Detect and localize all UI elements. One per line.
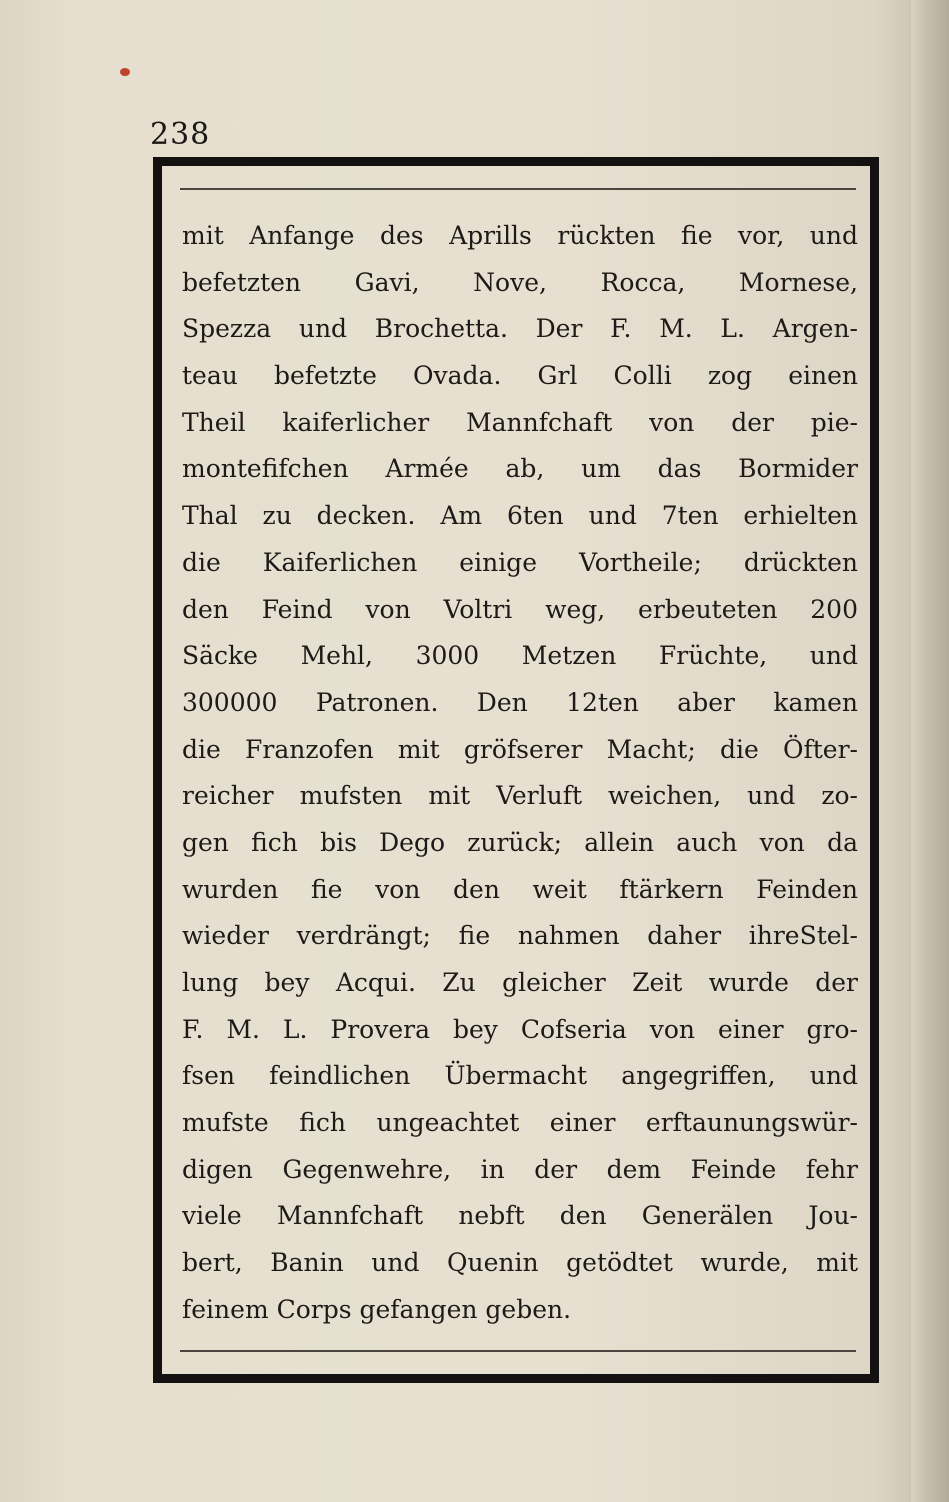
- bottom-rule: [180, 1350, 856, 1352]
- text-line: 300000 Patronen. Den 12ten aber kamen: [182, 687, 858, 717]
- page-number: 238: [150, 117, 211, 152]
- text-line: wieder verdrängt; fie nahmen daher ihreStel-: [182, 921, 858, 951]
- text-line: teau befetzte Ovada. Grl Colli zog einen: [182, 361, 858, 391]
- top-rule: [180, 188, 856, 190]
- text-line: die Franzofen mit gröfserer Macht; die Öfter-: [182, 734, 858, 764]
- text-line: die Kaiferlichen einige Vortheile; drückten: [182, 547, 858, 577]
- text-line: gen fich bis Dego zurück; allein auch von da: [182, 827, 858, 857]
- text-line: fsen feindlichen Übermacht angegriffen, und: [182, 1061, 858, 1091]
- text-line: montefifchen Armée ab, um das Bormider: [182, 454, 858, 484]
- text-line: wurden fie von den weit ftärkern Feinden: [182, 874, 858, 904]
- text-line: F. M. L. Provera bey Cofseria von einer gro-: [182, 1014, 858, 1044]
- text-line: Theil kaiferlicher Mannfchaft von der pie-: [182, 407, 858, 437]
- text-line: befetzten Gavi, Nove, Rocca, Mornese,: [182, 267, 858, 297]
- text-line: viele Mannfchaft nebft den Generälen Jou-: [182, 1201, 858, 1231]
- text-line: reicher mufsten mit Verluft weichen, und zo-: [182, 781, 858, 811]
- body-text: [182, 213, 858, 1334]
- text-line: den Feind von Voltri weg, erbeuteten 200: [182, 594, 858, 624]
- text-frame: [153, 157, 879, 1383]
- text-line: bert, Banin und Quenin getödtet wurde, mit: [182, 1248, 858, 1278]
- text-line: mit Anfange des Aprills rückten fie vor, und: [182, 221, 858, 250]
- text-line: mufste fich ungeachtet einer erftaunungswür-: [182, 1108, 858, 1138]
- text-line: lung bey Acqui. Zu gleicher Zeit wurde der: [182, 968, 858, 997]
- ink-spot: [120, 68, 130, 76]
- text-line: digen Gegenwehre, in der dem Feinde fehr: [182, 1154, 858, 1184]
- text-line: feinem Corps gefangen geben.: [182, 1294, 572, 1324]
- page-edge-shadow: [910, 0, 949, 1502]
- text-line: Säcke Mehl, 3000 Metzen Früchte, und: [182, 641, 858, 671]
- text-line: Spezza und Brochetta. Der F. M. L. Argen-: [182, 314, 858, 344]
- text-line: Thal zu decken. Am 6ten und 7ten erhielten: [182, 501, 858, 531]
